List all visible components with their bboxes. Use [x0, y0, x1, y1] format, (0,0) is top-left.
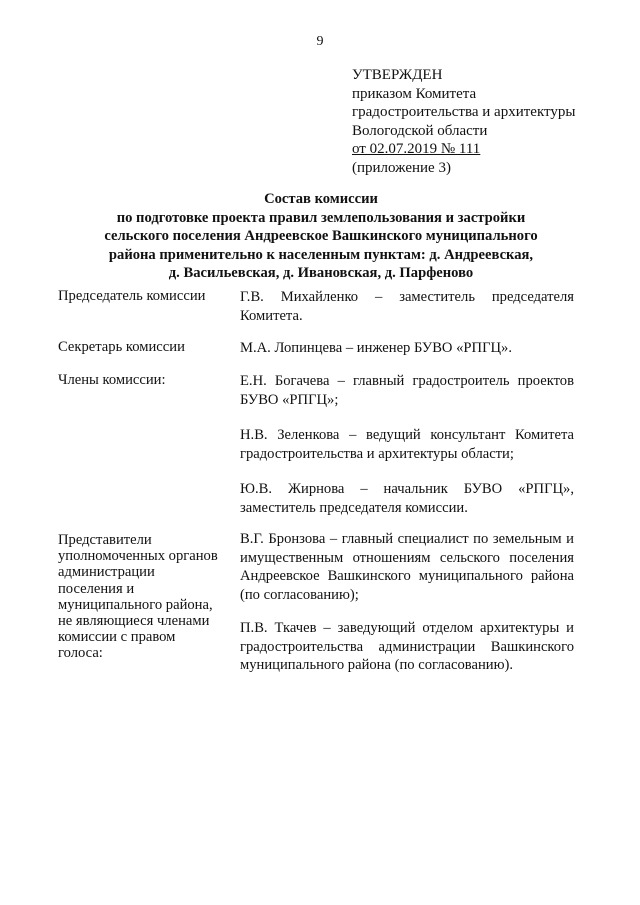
title-line: д. Васильевская, д. Ивановская, д. Парфеново — [168, 265, 474, 281]
role-line: поселения и — [58, 580, 135, 597]
role-line: голоса: — [58, 645, 103, 662]
person-member-2: Н.В. Зеленкова – ведущий консультант Комитета градостроительства и архитектуры области; — [240, 427, 574, 462]
person-secretary: М.А. Лопинцева – инженер БУВО «РПГЦ». — [240, 340, 512, 356]
title-line: сельского поселения Андреевское Вашкинского муниципального — [104, 228, 538, 244]
role-representatives — [58, 532, 228, 662]
approval-line: градостроительства и архитектуры — [352, 104, 576, 120]
role-line: комиссии с правом — [58, 629, 176, 646]
person-representative-1: В.Г. Бронзова – главный специалист по земельным и имущественным отношениям сельского поселения Андреевское Вашкинского муниципального района (по согласованию); — [240, 531, 574, 603]
role-secretary: Секретарь комиссии — [58, 339, 185, 355]
role-line: уполномоченных органов — [58, 548, 218, 565]
approval-stamp — [352, 66, 575, 177]
role-members: Члены комиссии: — [58, 372, 166, 388]
role-line: муниципального района, — [58, 596, 213, 613]
title-line: района применительно к населенным пунктам: д. Андреевская, — [108, 246, 534, 263]
title-line: Состав комиссии — [264, 191, 378, 207]
approval-line: приказом Комитета — [352, 85, 477, 102]
title-line: по подготовке проекта правил землепользования и застройки — [116, 209, 526, 226]
role-line: Представители — [58, 532, 152, 548]
role-chairman: Председатель комиссии — [58, 288, 206, 304]
approval-line: Вологодской области — [352, 122, 488, 139]
document-title — [60, 190, 582, 283]
approval-line: (приложение 3) — [352, 159, 451, 176]
approval-line: УТВЕРЖДЕН — [352, 67, 443, 83]
person-chairman: Г.В. Михайленко – заместитель председателя Комитета. — [240, 289, 574, 324]
person-member-1: Е.Н. Богачева – главный градостроитель проектов БУВО «РПГЦ»; — [240, 373, 574, 408]
role-line: администрации — [58, 564, 155, 581]
person-representative-2: П.В. Ткачев – заведующий отделом архитектуры и градостроительства администрации Вашкинского муниципального района (по согласованию). — [240, 620, 574, 673]
approval-order-date: от 02.07.2019 № 111 — [352, 141, 481, 157]
role-line: не являющиеся членами — [58, 613, 210, 630]
person-member-3: Ю.В. Жирнова – начальник БУВО «РПГЦ», заместитель председателя комиссии. — [240, 481, 574, 516]
page-number: 9 — [316, 34, 324, 49]
